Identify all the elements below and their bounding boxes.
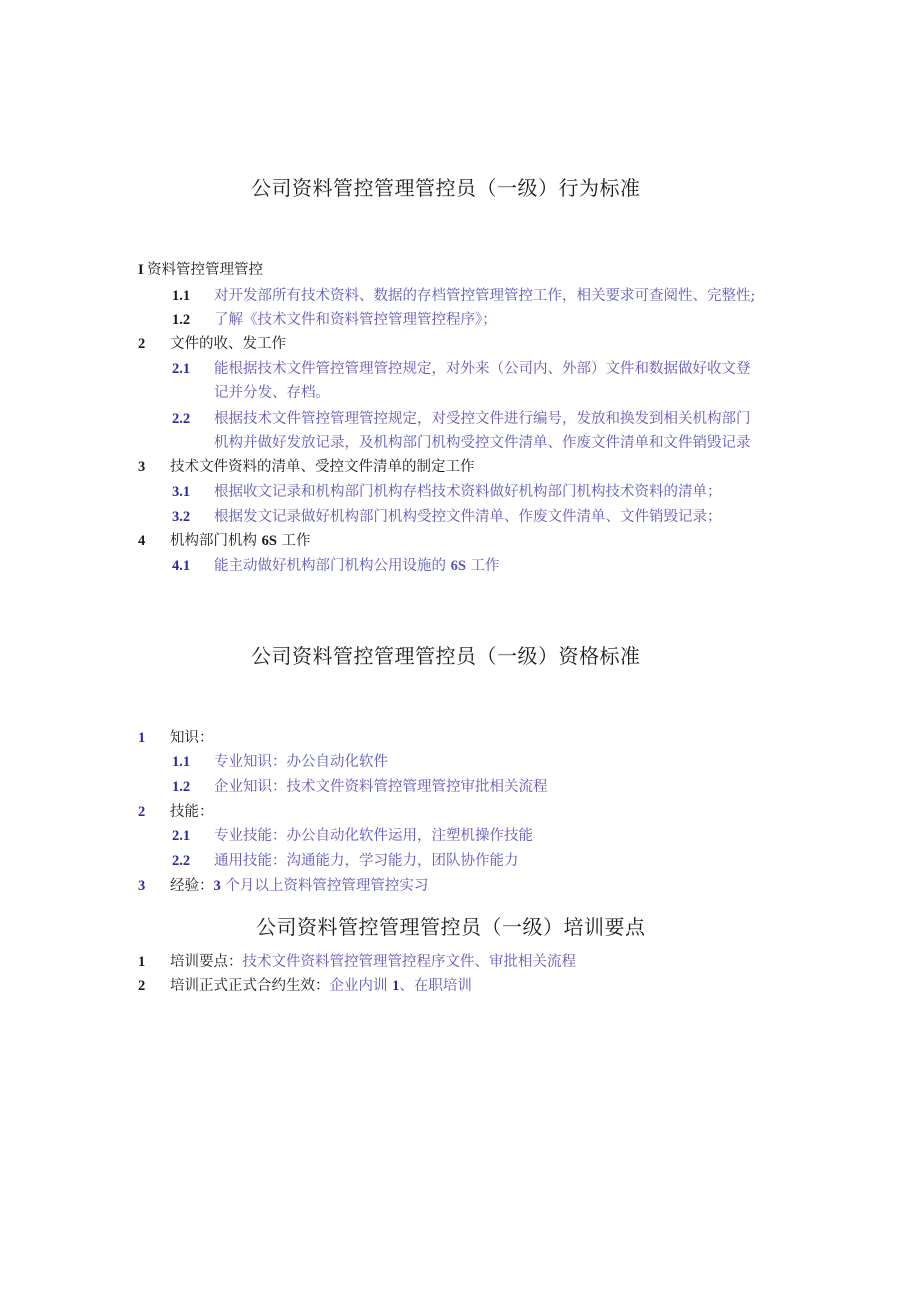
item-number: 3.1 [172,484,191,500]
section-number: 4 [138,533,146,549]
item-text: 对开发部所有技术资料、数据的存档管控管理管控工作，相关要求可查阅性、完整性; [214,288,756,304]
item-number: 1.1 [172,288,191,304]
section-number: 2 [138,978,146,994]
training-value: 技术文件资料管控管理管控程序文件、审批相关流程 [242,954,576,970]
page-title-behavior: 公司资料管控管理管控员（一级）行为标准 [251,176,641,200]
section-label-a: 机构部门机构 [170,533,262,549]
item-text-a: 能主动做好机构部门机构公用设施的 [214,558,451,574]
item-number: 1.2 [172,779,191,795]
training-value-c: 、在职培训 [399,978,472,994]
section-label: 资料管控管理管控 [147,262,263,278]
item-number: 1.1 [172,754,191,770]
section-number: 1 [138,730,146,746]
training-label: 培训正式正式合约生效： [170,978,330,994]
section-text [170,950,576,974]
section-label: 技术文件资料的清单、受控文件清单的制定工作 [170,459,475,475]
training-value-a: 企业内训 [329,978,393,994]
item-text: 专业知识：办公自动化软件 [214,754,388,770]
experience-label: 经验： [170,878,214,894]
item-text [214,554,500,578]
section-label-c: 工作 [276,533,311,549]
section-number: 2 [138,336,146,352]
item-text-c: 工作 [465,558,500,574]
section-label: 知识： [170,730,214,746]
item-text-line-1: 能根据技术文件管控管理管控规定，对外来（公司内、外部）文件和数据做好收文登 [214,361,751,377]
item-number: 4.1 [172,558,191,574]
item-text: 通用技能：沟通能力，学习能力，团队协作能力 [214,853,519,869]
page-title-qualification: 公司资料管控管理管控员（一级）资格标准 [251,644,641,668]
item-number: 2.2 [172,853,191,869]
item-text: 根据收文记录和机构部门机构存档技术资料做好机构部门机构技术资料的清单； [214,484,722,500]
page-title-training: 公司资料管控管理管控员（一级）培训要点 [256,915,646,939]
item-number: 2.1 [172,361,191,377]
section-number: 3 [138,459,146,475]
item-text: 专业技能：办公自动化软件运用，注塑机操作技能 [214,828,533,844]
item-number: 2.2 [172,411,191,427]
item-text: 了解《技术文件和资料管控管理管控程序》； [214,312,497,328]
section-number: 1 [138,954,146,970]
training-value-1: 1 [392,978,400,994]
item-number: 3.2 [172,509,191,525]
item-text: 企业知识：技术文件资料管控管理管控审批相关流程 [214,779,548,795]
item-text-line-2: 机构并做好发放记录，及机构部门机构受控文件清单、作废文件清单和文件销毁记录 [214,435,751,451]
item-text: 根据发文记录做好机构部门机构受控文件清单、作废文件清单、文件销毁记录； [214,509,722,525]
section-label: 文件的收、发工作 [170,336,286,352]
item-text-line-2: 记并分发、存档。 [214,385,330,401]
item-number: 2.1 [172,828,191,844]
section-text [170,974,472,998]
section-number: 3 [138,878,146,894]
section-number: I [138,262,144,278]
item-number: 1.2 [172,312,191,328]
section-number: 2 [138,804,146,820]
experience-months: 3 [213,878,221,894]
experience-text: 个月以上资料管控管理管控实习 [220,878,429,894]
section-label: 技能： [170,804,214,820]
section-label-6s: 6S [261,533,277,549]
item-text-6s: 6S [450,558,466,574]
section-label [170,874,428,898]
item-text-line-1: 根据技术文件管控管理管控规定，对受控文件进行编号，发放和换发到相关机构部门 [214,411,751,427]
training-label: 培训要点： [170,954,243,970]
section-label [170,529,311,553]
